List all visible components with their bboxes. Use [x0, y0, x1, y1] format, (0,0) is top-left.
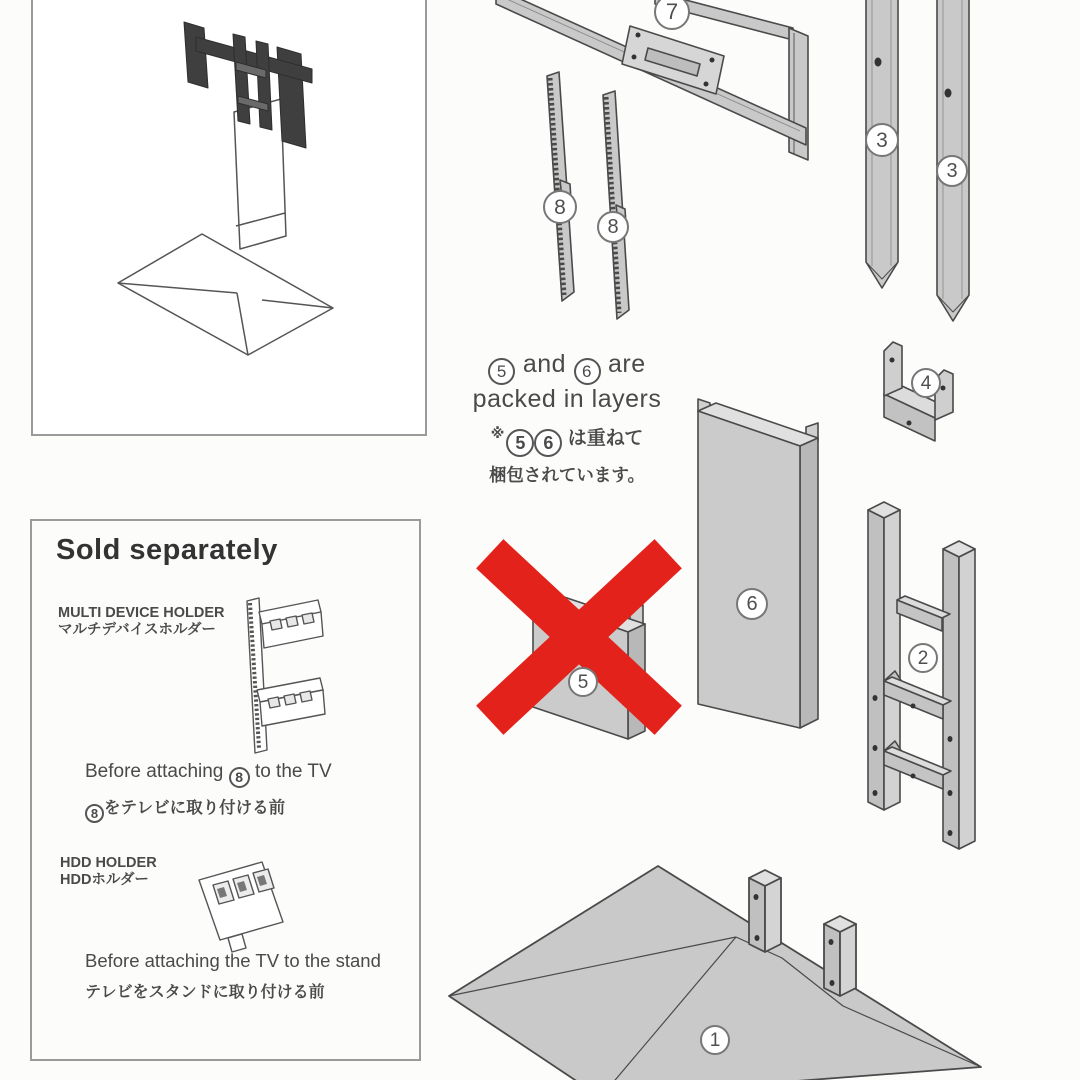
note-jp: 8 をテレビに取り付ける前	[85, 794, 332, 823]
note-jp: テレビをスタンドに取り付ける前	[85, 984, 325, 1001]
part7-drawing	[496, 0, 808, 160]
part-label-4: 4	[911, 368, 941, 398]
note-en: Before attaching 8 to the TV	[85, 761, 332, 788]
assembled-stand-drawing	[118, 22, 333, 355]
circled-number-6-jp: 6	[534, 429, 562, 457]
part-label-8b: 8	[597, 211, 629, 243]
hdd-holder-note	[85, 950, 381, 1002]
note-en: Before attaching the TV to the stand	[85, 950, 381, 971]
multi-device-holder-note	[85, 761, 332, 823]
packing-note-line1: 5 and 6 are	[448, 350, 686, 385]
circled-number-8-jp: 8	[85, 804, 104, 823]
circled-number-6: 6	[574, 358, 601, 385]
part-label-3b: 3	[936, 155, 968, 187]
part-label-2: 2	[908, 643, 938, 673]
circled-number-5-jp: 5	[506, 429, 534, 457]
part6-drawing	[698, 399, 818, 728]
circled-number-8: 8	[229, 767, 250, 788]
part2-drawing	[868, 502, 975, 849]
circled-number-5: 5	[488, 358, 515, 385]
part-label-6: 6	[736, 588, 768, 620]
packing-note	[448, 350, 686, 487]
packing-note-jp-line2: 梱包されています。	[488, 465, 646, 485]
packing-note-jp-line1: ※ 5 6 は重ねて	[448, 423, 686, 457]
part-label-3a: 3	[865, 123, 899, 157]
part-label-5: 5	[568, 667, 598, 697]
part-label-7: 7	[654, 0, 690, 30]
hdd-holder-name: HDD HOLDER HDDホルダー	[60, 855, 157, 888]
multi-device-holder-name: MULTI DEVICE HOLDER マルチデバイスホルダー	[58, 605, 225, 638]
part-label-1: 1	[700, 1025, 730, 1055]
packing-note-line2: packed in layers	[472, 385, 662, 413]
sold-separately-title: Sold separately	[56, 534, 278, 566]
part-label-8a: 8	[543, 190, 577, 224]
sold-separately-box	[30, 519, 421, 1061]
